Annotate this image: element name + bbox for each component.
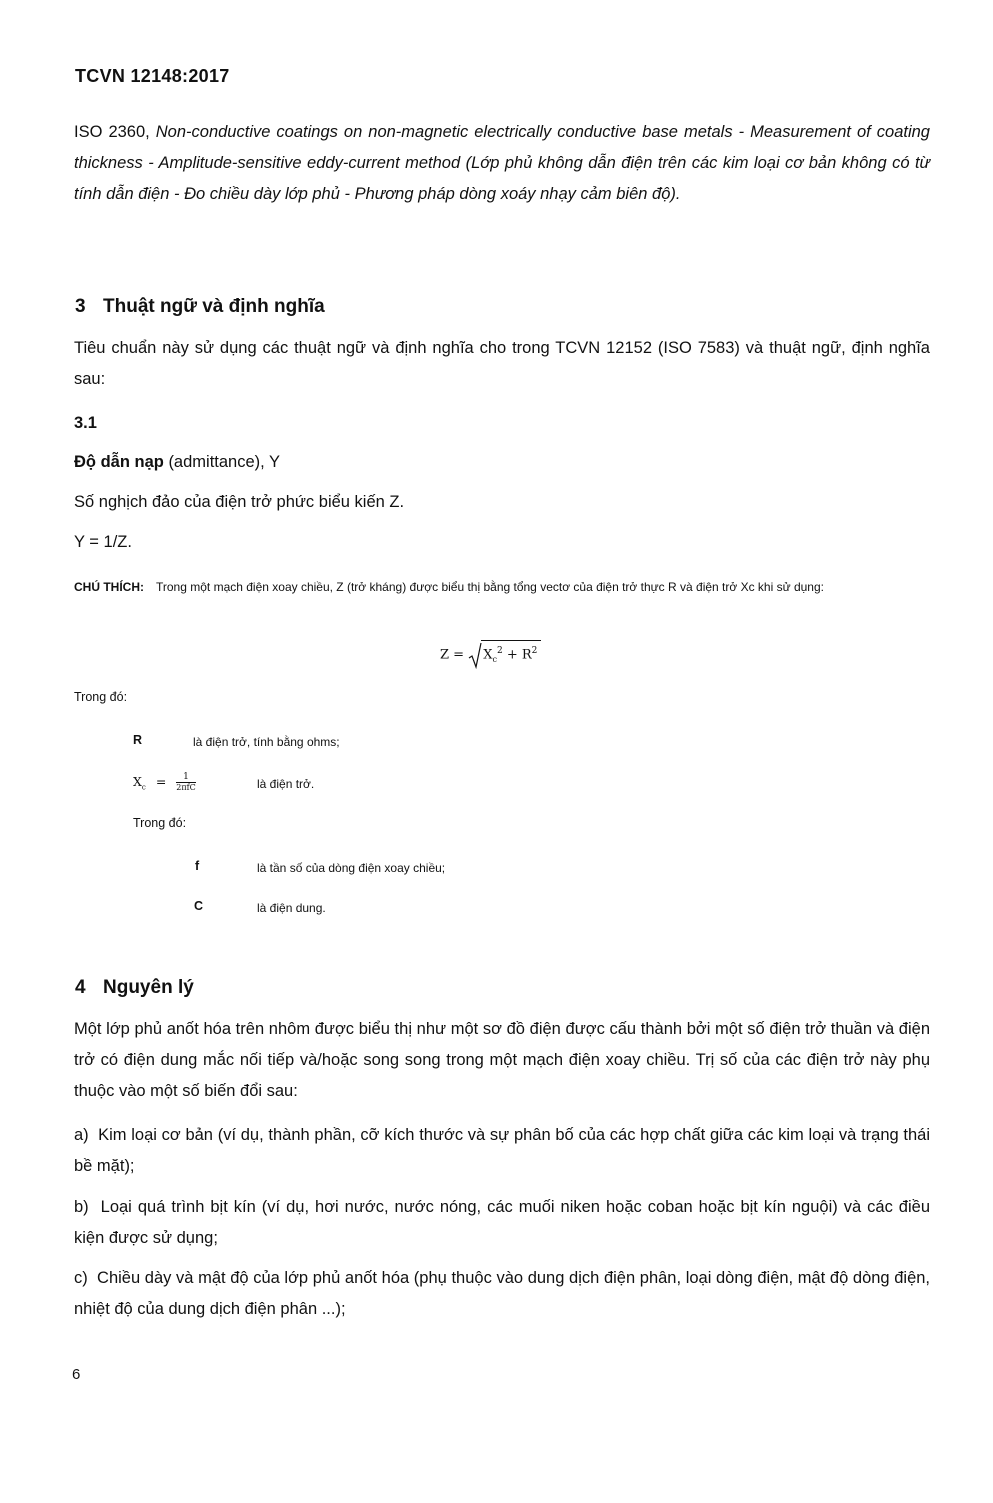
list-item-text: Kim loại cơ bản (ví dụ, thành phần, cỡ kích thước và sự phân bố của các hợp chất giữa các kim loại và trạng thái bề mặt); xyxy=(74,1126,931,1175)
formula-sub: c xyxy=(492,654,497,664)
section-number: 4 xyxy=(75,977,86,998)
section-title: Nguyên lý xyxy=(103,977,194,998)
section-4-body: Một lớp phủ anốt hóa trên nhôm được biểu thị như một sơ đồ điện được cấu thành bởi một số điện trở thuần và điện trở có điện dung mắc nối tiếp và/hoặc song song trong một mạch điện xoay chiều. Trị số của các điện trở này phụ thuộc vào một số biến đổi sau: xyxy=(74,1020,930,1100)
term-equation: Y = 1/Z. xyxy=(74,533,132,551)
xc-description: là điện trở. xyxy=(257,777,315,791)
term-definition: Số nghịch đảo của điện trở phức biểu kiến Z. xyxy=(74,493,405,511)
xc-sub: c xyxy=(141,783,146,792)
impedance-formula xyxy=(440,640,541,670)
formula-x: X xyxy=(483,647,493,663)
term-english: (admittance), Y xyxy=(168,453,281,471)
document-header: TCVN 12148:2017 xyxy=(75,66,230,86)
section-title: Thuật ngữ và định nghĩa xyxy=(103,296,325,317)
list-item-label: c) xyxy=(74,1269,88,1287)
note xyxy=(74,572,930,602)
f-description: là tần số của dòng điện xoay chiều; xyxy=(257,861,446,875)
where-label-2: Trong đó: xyxy=(133,816,187,830)
section-number: 3 xyxy=(75,296,86,317)
formula-exp: 2 xyxy=(496,646,503,656)
reference-title: Non-conductive coatings on non-magnetic electrically conductive base metals - Measurement of coating thickness - Amplitude-sensitive eddy-current method (Lớp phủ không dẫn điện trên các kim loại cơ bản không có từ tính dẫn điện - Đo chiều dày lớp phủ - Phương pháp dòng xoáy nhạy cảm biên độ). xyxy=(74,123,930,203)
f-symbol: f xyxy=(195,859,200,873)
list-item xyxy=(74,1192,930,1254)
list-item xyxy=(74,1263,930,1325)
note-label: CHÚ THÍCH: xyxy=(74,580,144,594)
term-heading xyxy=(74,447,930,478)
term-name: Độ dẫn nạp xyxy=(74,453,164,471)
list-item-text: Loại quá trình bịt kín (ví dụ, hơi nước, nước nóng, các muối niken hoặc coban hoặc bịt kín nguội) và các điều kiện được sử dụng; xyxy=(74,1198,931,1247)
radicand xyxy=(481,640,541,670)
list-item-label: a) xyxy=(74,1126,89,1144)
section-3-intro: Tiêu chuẩn này sử dụng các thuật ngữ và định nghĩa cho trong TCVN 12152 (ISO 7583) và thuật ngữ, định nghĩa sau: xyxy=(74,339,930,388)
r-description: là điện trở, tính bằng ohms; xyxy=(193,735,340,749)
section-4-heading xyxy=(75,977,194,999)
term-number: 3.1 xyxy=(74,414,97,432)
xc-fraction xyxy=(176,772,195,793)
formula-plus-r: + R xyxy=(506,647,532,663)
reference-code: ISO 2360, xyxy=(74,123,150,141)
xc-equals: = xyxy=(155,774,167,789)
section-3-heading xyxy=(75,296,325,318)
formula-exp2: 2 xyxy=(531,646,538,656)
r-symbol: R xyxy=(133,733,143,747)
xc-numerator: 1 xyxy=(176,772,195,783)
list-item-label: b) xyxy=(74,1198,89,1216)
where-label: Trong đó: xyxy=(74,690,128,704)
list-item xyxy=(74,1120,930,1182)
list-item-text: Chiều dày và mật độ của lớp phủ anốt hóa (phụ thuộc vào dung dịch điện phân, loại dòng điện, mật độ dòng điện, nhiệt độ của dung dịch điện phân ...); xyxy=(74,1269,931,1318)
xc-formula xyxy=(133,772,196,793)
c-symbol: C xyxy=(194,899,204,913)
xc-denominator: 2πfC xyxy=(176,783,196,792)
xc-symbol: X xyxy=(133,774,142,789)
formula-lhs: Z = xyxy=(440,647,465,663)
normative-reference xyxy=(74,117,930,210)
page-number: 6 xyxy=(72,1366,81,1383)
c-description: là điện dung. xyxy=(257,901,326,915)
note-text: Trong một mạch điện xoay chiều, Z (trở kháng) được biểu thị bằng tổng vectơ của điện trở thực R và điện trở Xc khi sử dụng: xyxy=(156,580,824,594)
sqrt-icon xyxy=(468,641,482,669)
